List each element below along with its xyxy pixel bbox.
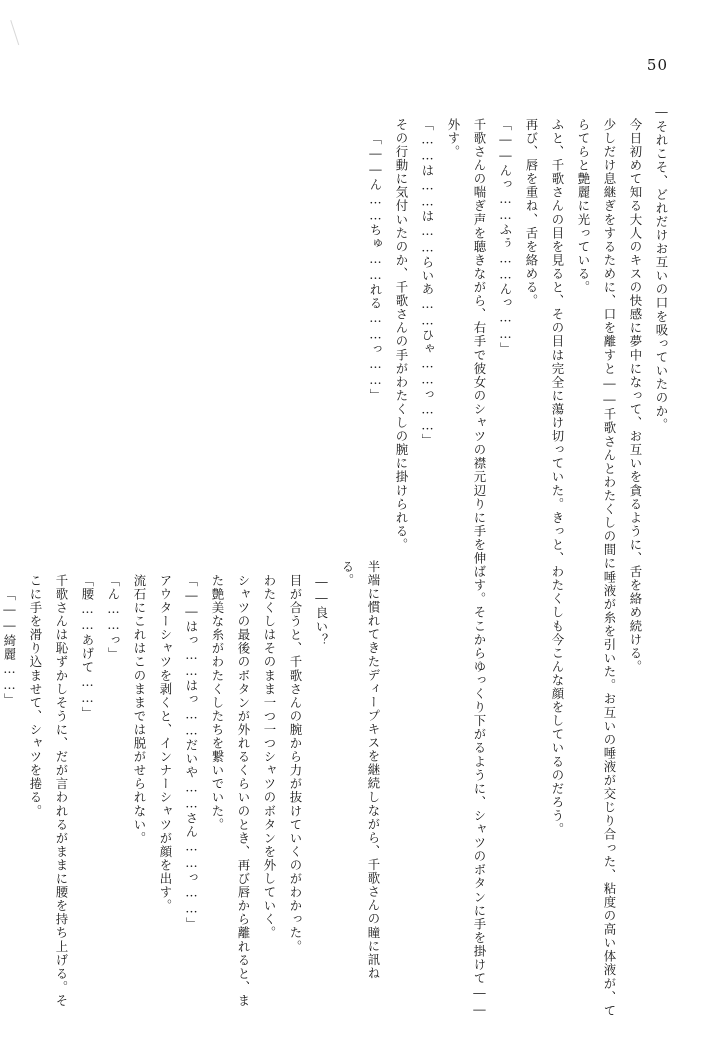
- text-column: 「ん……っ」: [106, 574, 121, 661]
- page-number: 50: [646, 56, 668, 74]
- text-column: 「――はっ……はっ……だいや……さん……っ……」: [184, 574, 199, 931]
- text-column: アウターシャツを剥くと、インナーシャツが顔を出す。: [158, 574, 173, 913]
- text-column: ―それこそ、どれだけお互いの口を吸っていたのか。: [654, 104, 669, 432]
- binding-mark: [10, 17, 28, 45]
- text-column: その行動に気付いたのか、千歌さんの手がわたくしの腕に掛けられる。: [394, 118, 409, 552]
- text-column: ――良い？: [314, 574, 329, 647]
- text-column: ふと、千歌さんの目を見ると、その目は完全に蕩け切っていた。きっと、わたくしも今こんな顔をしているのだろう。: [550, 118, 565, 837]
- text-column: シャツの最後のボタンが外れるくらいのとき、再び唇から離れると、また艶美な糸がわたくしたちを繋いでいた。: [210, 574, 251, 1008]
- vertical-text-block-lower: [2, 560, 386, 1008]
- text-column: 「――綺麗……」: [2, 588, 17, 707]
- text-column: 「――ん……ちゅ……れる……っ……」: [368, 132, 383, 402]
- text-column: 「――んっ……ふぅ……んっ……」: [498, 118, 513, 356]
- text-column: 目が合うと、千歌さんの腕から力が抜けていくのがわかった。: [288, 574, 303, 954]
- text-column: 千歌さんは恥ずかしそうに、だが言われるがままに腰を持ち上げる。そこに手を滑り込ませて、シャツを捲る。: [28, 574, 69, 1008]
- text-column: 千歌さんの喘ぎ声を聴きながら、右手で彼女のシャツの襟元辺りに手を伸ばす。そこからゆっくり下がるように、シャツのボタンに手を掛けて――外す。: [446, 118, 487, 1018]
- text-column: わたくしはそのまま一つ一つシャツのボタンを外していく。: [262, 574, 277, 940]
- text-column: 今日初めて知る大人のキスの快感に夢中になって、お互いを貪るように、舌を絡め続ける。: [628, 118, 643, 674]
- text-column: 「……は……は……らいあ……ひゃ……っ……」: [420, 118, 435, 448]
- text-column: 再び、唇を重ね、舌を絡める。: [524, 118, 539, 308]
- text-column: 流石にこれはこのままでは脱がせられない。: [132, 574, 147, 845]
- text-column: 少しだけ息継ぎをするために、口を離すと――千歌さんとわたくしの間に唾液が糸を引いた。お互いの唾液が交じり合った、粘度の高い体液が、てらてらと艶麗に光っている。: [576, 118, 617, 1018]
- text-column: 半端に慣れてきたディープキスを継続しながら、千歌さんの瞳に訊ねる。: [340, 560, 381, 981]
- text-column: 「腰……あげて……」: [80, 574, 95, 720]
